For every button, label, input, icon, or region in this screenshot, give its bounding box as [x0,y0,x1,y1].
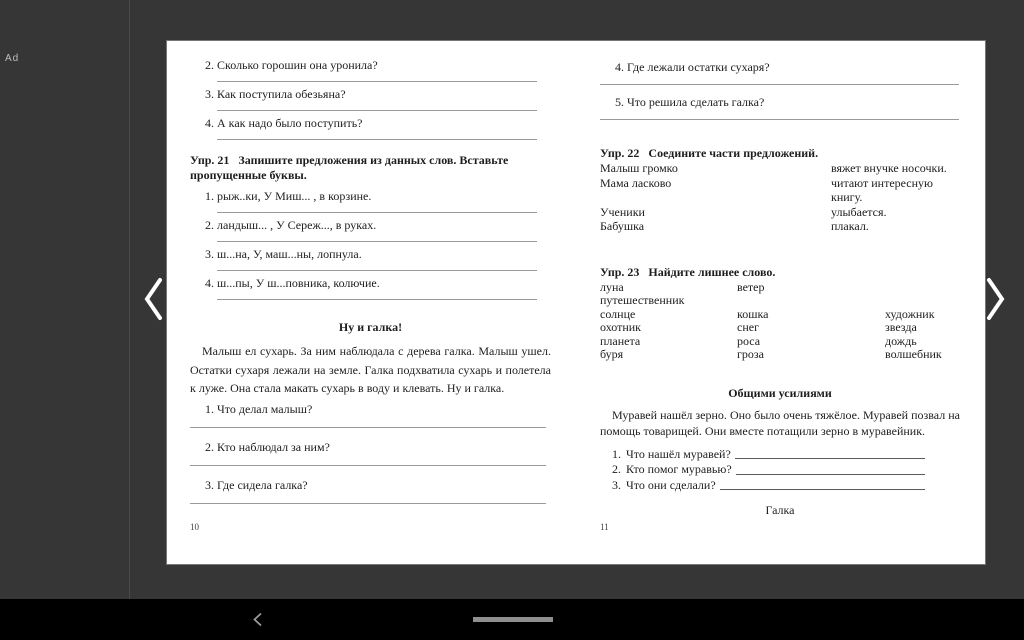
story-questions [190,402,551,504]
fill-question [612,478,925,494]
word-cell: гроза [737,347,764,361]
answer-line [190,427,546,428]
answer-line [720,478,925,491]
sidebar-divider [129,0,130,599]
exercise-22-label: Упр. 22 [600,146,640,160]
question-item [190,116,551,140]
question-number: 2. [205,58,214,72]
question-number: 3. [205,87,214,101]
answer-line [190,503,546,504]
question-number: 3. [205,477,214,492]
question-item [190,87,551,111]
question-item [190,478,551,504]
question-number: 4. [615,60,624,74]
question-number: 3. [612,477,621,492]
item-number: 4. [205,276,214,290]
exercise-item [190,218,551,242]
exercise-23-header [600,265,960,280]
word-cell: ветер [737,279,765,294]
pair-right: улыбается. [831,204,887,219]
word-cell: волшебник [885,347,942,361]
exercise-21-header [190,153,551,183]
pair-right: плакал. [831,219,869,233]
chevron-right-icon [984,310,1008,325]
item-number: 3. [205,247,214,261]
item-text: ш...пы, У ш...повника, колючие. [217,276,380,290]
exercise-21-title: Запишите предложения из данных слов. Вставьте пропущенные буквы. [190,153,509,182]
question-text: Как поступила обезьяна? [217,87,346,101]
question-number: 2. [612,462,621,476]
exercise-22-header [600,146,960,161]
home-indicator[interactable] [473,617,553,622]
story-title: Ну и галка! [338,320,403,334]
system-bottom-bar [0,599,1024,640]
page-number-right: 11 [600,522,609,532]
word-cell [885,281,960,295]
exercise-21-items [190,189,551,300]
question-item [190,402,551,428]
answer-line [217,299,537,300]
word-grid [600,281,960,362]
story2-title: Общими усилиями [728,385,832,400]
word-cell: снег [737,320,759,334]
exercise-item [190,276,551,300]
question-number: 5. [615,95,624,109]
question-number: 2. [205,439,214,454]
question-item [600,95,960,120]
word-cell: охотник [600,320,642,334]
fill-question [612,462,925,478]
exercise-item [190,189,551,213]
back-button[interactable] [252,612,263,630]
pair-left: Ученики [600,204,645,219]
question-text: А как надо было поступить? [217,116,363,130]
pair-left: Мама ласково [600,175,672,190]
story-text: Малыш ел сухарь. За ним наблюдала с дерева галка. Малыш ушел. Остатки сухаря лежали на земле. Галка подхватила сухарь и полетела к луже. Она стала макать сухарь в воду и клевать. Ну и галка. [190,344,551,395]
word-cell: луна [600,279,624,294]
page-number-left: 10 [190,522,199,532]
word-cell: художник [885,306,935,321]
word-cell [737,294,885,308]
question-item [190,58,551,82]
answer-line [600,84,959,85]
answer-line [217,212,537,213]
word-cell: кошка [737,306,769,321]
exercise-22-title: Соедините части предложений. [648,146,819,160]
answer-line [217,270,537,271]
question-number: 4. [205,116,214,130]
fill-questions [600,447,960,494]
item-number: 1. [205,189,214,203]
question-text: Что делал малыш? [217,401,313,416]
word-cell: путешественник [600,293,685,307]
question-item [600,60,960,85]
pair-right: читают интересную книгу. [831,175,933,204]
page-left [190,41,551,581]
question-text: Где лежали остатки сухаря? [627,60,770,74]
exercise-23-title: Найдите лишнее слово. [648,264,776,279]
word-cell: дождь [885,333,917,348]
pair-left: Малыш громко [600,161,678,175]
exercise-item [190,247,551,271]
answer-line [217,241,537,242]
next-story-title: Галка [765,503,795,517]
book-spread [167,41,985,564]
word-cell: роса [737,333,761,348]
answer-line [600,119,959,120]
question-text: Кто помог муравью? [626,462,732,476]
chevron-left-icon [252,615,263,630]
question-text: Где сидела галка? [217,477,308,492]
word-cell [885,294,960,308]
exercise-21-label: Упр. 21 [190,153,230,167]
question-text: Что решила сделать галка? [627,95,765,109]
answer-line [217,139,537,140]
item-number: 2. [205,218,214,232]
next-page-button[interactable] [984,276,1008,325]
answer-line [217,81,537,82]
page-right [600,41,960,583]
question-text: Что они сделали? [626,477,716,492]
ad-label: Ad [5,53,20,64]
pair-left: Бабушка [600,219,645,233]
question-number: 1. [205,401,214,416]
exercise-23-label: Упр. 23 [600,264,640,279]
item-text: ландыш... , У Сереж..., в руках. [217,218,377,232]
question-item [190,440,551,466]
answer-line [736,462,925,475]
match-pairs-grid [600,161,960,234]
answer-line [190,465,546,466]
prev-page-button[interactable] [141,276,165,325]
question-text: Кто наблюдал за ним? [217,439,330,454]
item-text: рыж..ки, У Миш... , в корзине. [217,189,372,203]
answer-line [735,447,925,460]
fill-question [612,447,925,463]
pair-right: вяжет внучке носочки. [831,161,947,175]
word-cell: планета [600,333,641,348]
word-cell: буря [600,347,624,361]
story2-text: Муравей нашёл зерно. Оно было очень тяжёлое. Муравей позвал на помощь товарищей. Они вместе потащили зерно в муравейник. [600,407,960,438]
item-text: ш...на, У, маш...ны, лопнула. [217,247,362,261]
chevron-left-icon [141,310,165,325]
question-text: Сколько горошин она уронила? [217,58,378,72]
answer-line [217,110,537,111]
question-number: 1. [612,446,621,461]
word-cell: солнце [600,306,636,321]
question-text: Что нашёл муравей? [626,446,731,461]
word-cell: звезда [885,320,917,334]
